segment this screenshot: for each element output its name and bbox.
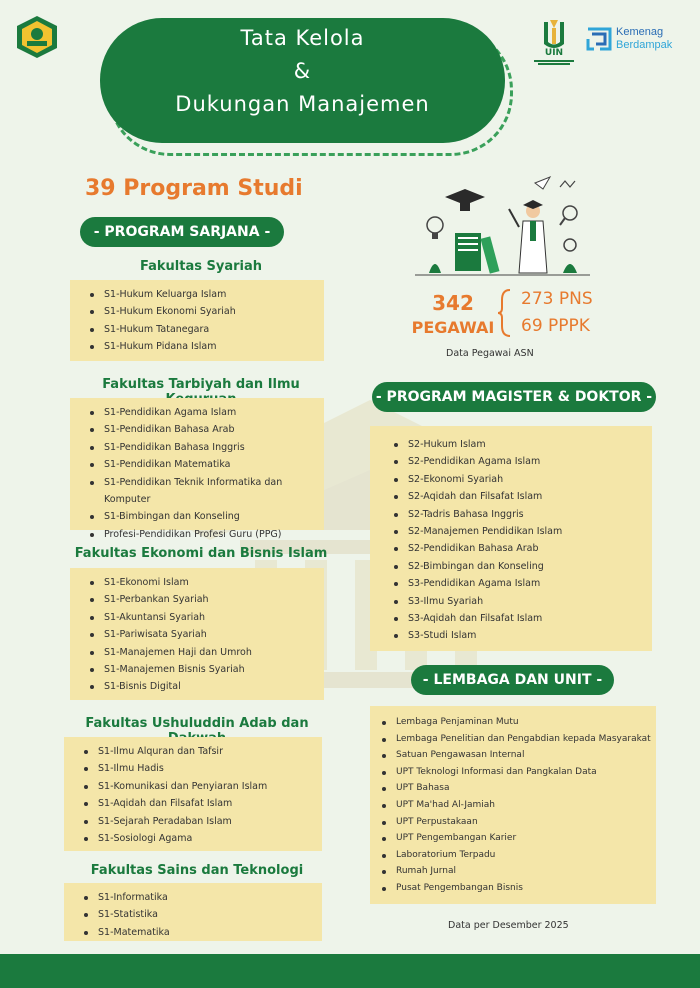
berdampak-icon xyxy=(586,25,612,53)
pegawai-total: 342 xyxy=(432,291,474,315)
list-item: S1-Statistika xyxy=(84,906,322,923)
list-item: Rumah Jurnal xyxy=(382,863,656,880)
title-line3: Dukungan Manajemen xyxy=(175,92,430,116)
kemenag-logo xyxy=(14,14,60,60)
list-item: S1-Pendidikan Agama Islam xyxy=(90,404,324,421)
title-line1: Tata Kelola xyxy=(240,26,365,50)
lembaga-list xyxy=(370,706,656,904)
list-item: S3-Ilmu Syariah xyxy=(394,593,652,610)
list-item: S1-Perbankan Syariah xyxy=(90,591,324,608)
list-item: UPT Teknologi Informasi dan Pangkalan Data xyxy=(382,764,656,781)
list-item: S1-Ilmu Alquran dan Tafsir xyxy=(84,743,322,760)
list-item: UPT Ma'had Al-Jamiah xyxy=(382,797,656,814)
brace-icon xyxy=(496,288,514,338)
list-item: S1-Ilmu Hadis xyxy=(84,760,322,777)
list-item: S1-Sosiologi Agama xyxy=(84,830,322,847)
list-item: S1-Ekonomi Islam xyxy=(90,574,324,591)
list-item: S2-Tadris Bahasa Inggris xyxy=(394,506,652,523)
list-item: S2-Aqidah dan Filsafat Islam xyxy=(394,488,652,505)
list-item: S1-Manajemen Bisnis Syariah xyxy=(90,661,324,678)
faculty-title: Fakultas Ushuluddin Adab dan xyxy=(85,716,309,731)
list-item: Profesi-Pendidikan Profesi Guru (PPG) xyxy=(90,526,324,543)
list-item: S1-Hukum Pidana Islam xyxy=(90,338,324,355)
list-item: S1-Matematika xyxy=(84,924,322,941)
faculty-list xyxy=(70,280,324,361)
footer-note: Data per Desember 2025 xyxy=(448,920,569,931)
faculty-title: Fakultas Sains dan Teknologi xyxy=(90,863,304,878)
list-item: S1-Pariwisata Syariah xyxy=(90,626,324,643)
faculty-list xyxy=(64,883,322,941)
list-item: S1-Pendidikan Bahasa Arab xyxy=(90,421,324,438)
list-item: Laboratorium Terpadu xyxy=(382,847,656,864)
list-item: S1-Hukum Tatanegara xyxy=(90,321,324,338)
list-item: S2-Hukum Islam xyxy=(394,436,652,453)
faculty-list xyxy=(64,737,322,851)
list-item: S1-Bimbingan dan Konseling xyxy=(90,508,324,525)
list-item: UPT Bahasa xyxy=(382,780,656,797)
list-item: S3-Pendidikan Agama Islam xyxy=(394,575,652,592)
list-item: S1-Komunikasi dan Penyiaran Islam xyxy=(84,778,322,795)
lembaga-heading: - LEMBAGA DAN UNIT - xyxy=(411,665,614,695)
list-item: S1-Pendidikan Bahasa Inggris xyxy=(90,439,324,456)
list-item: S2-Bimbingan dan Konseling xyxy=(394,558,652,575)
list-item: S1-Manajemen Haji dan Umroh xyxy=(90,644,324,661)
list-item: S2-Pendidikan Agama Islam xyxy=(394,453,652,470)
faculty-list xyxy=(70,568,324,700)
list-item: S1-Bisnis Digital xyxy=(90,678,324,695)
list-item: S1-Pendidikan Teknik Informatika dan Komputer xyxy=(90,474,324,509)
pegawai-pns: 273 PNS xyxy=(521,289,593,309)
pegawai-label: PEGAWAI xyxy=(411,318,495,337)
pegawai-caption: Data Pegawai ASN xyxy=(446,348,534,359)
magister-list xyxy=(370,426,652,651)
program-count: 39 Program Studi xyxy=(85,176,303,201)
list-item: UPT Perpustakaan xyxy=(382,814,656,831)
magister-heading: - PROGRAM MAGISTER & DOKTOR - xyxy=(372,382,656,412)
list-item: S1-Hukum Keluarga Islam xyxy=(90,286,324,303)
list-item: S2-Manajemen Pendidikan Islam xyxy=(394,523,652,540)
title-line2: & xyxy=(293,59,312,83)
list-item: Lembaga Penelitian dan Pengabdian kepada Masyarakat xyxy=(382,731,656,748)
list-item: S3-Aqidah dan Filsafat Islam xyxy=(394,610,652,627)
faculty-list xyxy=(70,398,324,540)
list-item: Pusat Pengembangan Bisnis xyxy=(382,880,656,897)
list-item: S3-Studi Islam xyxy=(394,627,652,644)
list-item: S1-Sejarah Peradaban Islam xyxy=(84,813,322,830)
list-item: S1-Aqidah dan Filsafat Islam xyxy=(84,795,322,812)
list-item: Satuan Pengawasan Internal xyxy=(382,747,656,764)
list-item: S1-Pendidikan Matematika xyxy=(90,456,324,473)
list-item: UPT Pengembangan Karier xyxy=(382,830,656,847)
page-title xyxy=(100,22,505,121)
list-item: S2-Pendidikan Bahasa Arab xyxy=(394,540,652,557)
sarjana-heading: - PROGRAM SARJANA - xyxy=(80,217,284,247)
bottom-bar xyxy=(0,954,700,988)
faculty-title: Fakultas Tarbiyah dan Ilmu xyxy=(102,377,300,392)
list-item: S1-Informatika xyxy=(84,889,322,906)
uin-label: UIN xyxy=(544,48,564,58)
berdampak-line1: Kemenag xyxy=(616,26,664,38)
berdampak-line2: Berdampak xyxy=(616,39,673,51)
faculty-title: Fakultas Syariah xyxy=(139,259,262,274)
graduation-illustration xyxy=(415,175,590,280)
berdampak-logo xyxy=(586,25,686,55)
uin-subtext xyxy=(534,59,574,65)
pegawai-pppk: 69 PPPK xyxy=(521,316,590,336)
list-item: S2-Ekonomi Syariah xyxy=(394,471,652,488)
faculty-title: Fakultas Ekonomi dan Bisnis Islam xyxy=(74,546,328,561)
list-item: S1-Akuntansi Syariah xyxy=(90,609,324,626)
list-item: S1-Hukum Ekonomi Syariah xyxy=(90,303,324,320)
list-item: Lembaga Penjaminan Mutu xyxy=(382,714,656,731)
